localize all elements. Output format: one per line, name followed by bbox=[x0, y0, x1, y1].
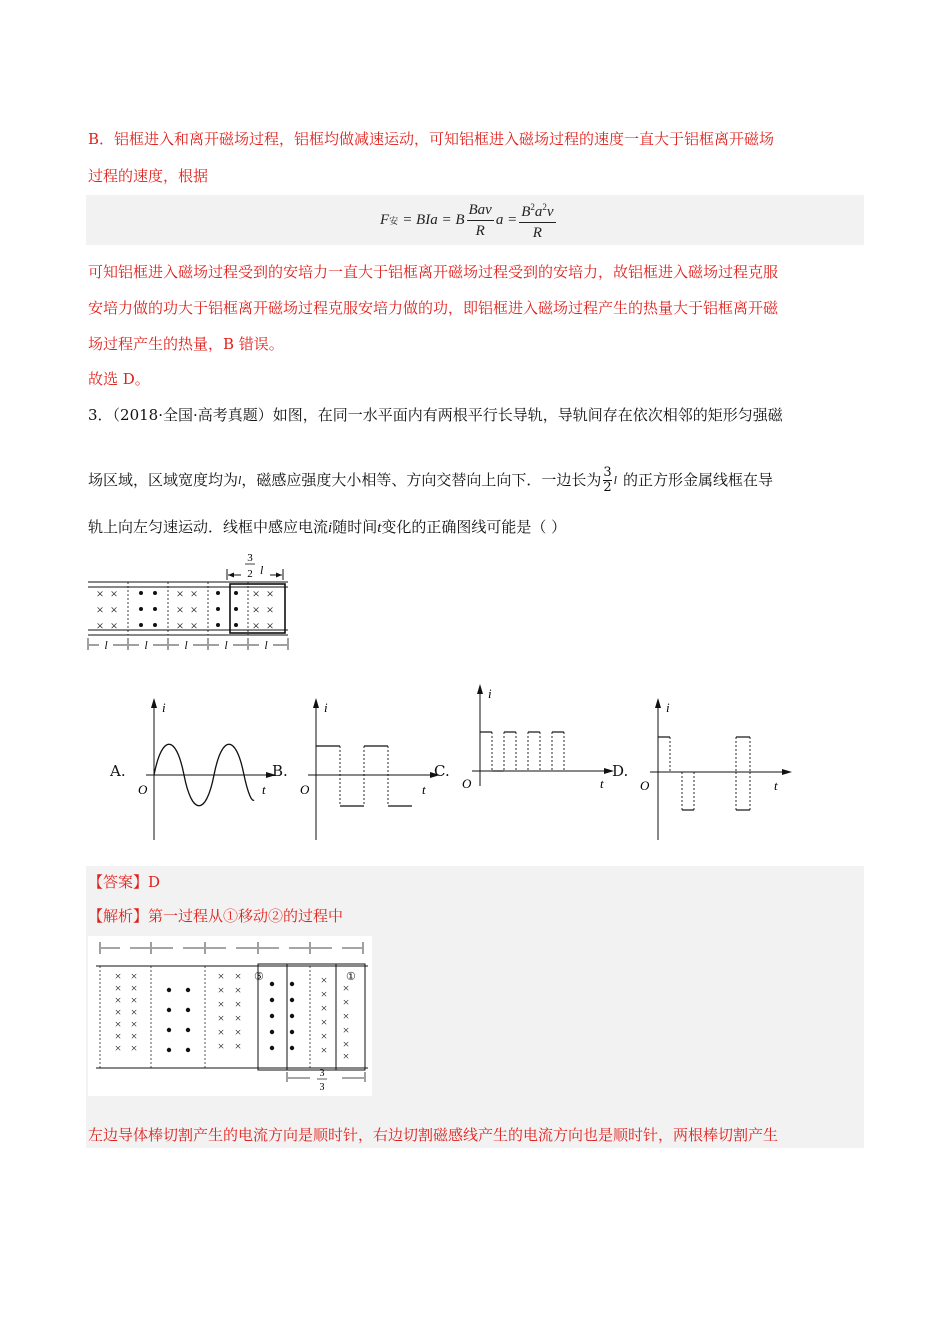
analysis-cross: × bbox=[234, 969, 242, 983]
fig1-cross: × bbox=[266, 586, 274, 601]
analysis-cross: × bbox=[320, 1029, 328, 1043]
conclusion-line3: 场过程产生的热量，B 错误。 bbox=[88, 335, 284, 353]
fig1-cross: × bbox=[190, 586, 198, 601]
analysis-tag: 【解析】 bbox=[88, 907, 149, 925]
analysis-figure bbox=[88, 936, 372, 1096]
question3-line2-a: 场区域，区域宽度均为 bbox=[88, 471, 239, 489]
analysis-cross: × bbox=[234, 1039, 242, 1053]
formula-part1: = BIa = B bbox=[402, 211, 465, 228]
analysis-cross: × bbox=[342, 1037, 350, 1051]
fig1-cross: × bbox=[266, 618, 274, 633]
option-b-graph bbox=[290, 690, 440, 850]
analysis-cross: × bbox=[217, 997, 225, 1011]
analysis-cross: × bbox=[217, 969, 225, 983]
option-c-origin: O bbox=[462, 776, 472, 791]
analysis-cross: × bbox=[114, 993, 122, 1007]
question3-line3-c: 变化的正确图线可能是（ ） bbox=[381, 518, 567, 536]
answer-value: D bbox=[148, 873, 161, 891]
fig1-width-var: l bbox=[260, 563, 264, 577]
question3-var-l: l bbox=[238, 473, 242, 487]
fig1-region-label: l bbox=[224, 638, 228, 652]
analysis-cross: × bbox=[320, 973, 328, 987]
question3-var-l2: l bbox=[613, 473, 617, 487]
conclusion-line4: 故选 D。 bbox=[88, 370, 150, 388]
formula-frac2 bbox=[519, 197, 555, 243]
question3-line3-a: 轨上向左匀速运动．线框中感应电流 bbox=[88, 518, 329, 536]
question3-var-i: i bbox=[328, 520, 333, 536]
analysis-cross: × bbox=[320, 1001, 328, 1015]
option-c-label: C. bbox=[434, 762, 450, 780]
fig1-cross: × bbox=[176, 618, 184, 633]
conclusion-line1: 可知铝框进入磁场过程受到的安培力一直大于铝框离开磁场过程受到的安培力，故铝框进入磁场过程克服 bbox=[88, 263, 779, 281]
option-a-graph bbox=[126, 690, 276, 850]
formula-frac2-den: R bbox=[532, 225, 542, 241]
fig1-cross: × bbox=[266, 602, 274, 617]
analysis-cross: × bbox=[320, 1043, 328, 1057]
analysis-cross: × bbox=[234, 997, 242, 1011]
analysis-last-line: 左边导体棒切割产生的电流方向是顺时针，右边切割磁感线产生的电流方向也是顺时针，两根棒切割产生 bbox=[88, 1126, 779, 1144]
question3-line2-b: ，磁感应强度大小相等、方向交替向上向下．一边长为 bbox=[241, 471, 602, 489]
question3-var-t: t bbox=[377, 520, 382, 536]
formula-frac1 bbox=[467, 200, 494, 241]
fig1-cross: × bbox=[96, 602, 104, 617]
formula-part2: a = bbox=[495, 211, 518, 228]
fig1-cross: × bbox=[190, 602, 198, 617]
analysis-cross: × bbox=[130, 981, 138, 995]
option-c-graph bbox=[454, 676, 614, 796]
analysis-cross: × bbox=[114, 981, 122, 995]
analysis-cross: × bbox=[130, 969, 138, 983]
fig1-region-label: l bbox=[184, 638, 188, 652]
analysis-cross: × bbox=[234, 983, 242, 997]
option-d-axis-i: i bbox=[666, 700, 670, 715]
rails-figure bbox=[84, 546, 294, 658]
analysis-fig-mark-left: ⑤ bbox=[254, 971, 264, 983]
analysis-fig-mark-right: ① bbox=[346, 971, 356, 983]
fig1-cross: × bbox=[252, 586, 260, 601]
analysis-cross: × bbox=[320, 987, 328, 1001]
analysis-cross: × bbox=[342, 1049, 350, 1063]
question3-frac-num: 3 bbox=[603, 464, 612, 480]
question3-line2-c: 的正方形金属线框在导 bbox=[623, 471, 774, 489]
analysis-cross: × bbox=[114, 1041, 122, 1055]
fig1-cross: × bbox=[110, 618, 118, 633]
answer-tag: 【答案】 bbox=[88, 873, 149, 891]
fig1-cross: × bbox=[252, 602, 260, 617]
fig1-width-num: 3 bbox=[247, 552, 253, 564]
question3-frac-den: 2 bbox=[603, 479, 612, 495]
question3-line3 bbox=[88, 516, 566, 539]
formula-f-symbol: F bbox=[380, 211, 390, 228]
fig1-cross: × bbox=[96, 586, 104, 601]
analysis-cross: × bbox=[217, 983, 225, 997]
question3-line1: 3．（2018·全国·高考真题）如图，在同一水平面内有两根平行长导轨，导轨间存在依次相邻的矩形匀强磁 bbox=[88, 406, 783, 424]
analysis-fig-width-num: 3 bbox=[319, 1068, 325, 1079]
option-a-label: A. bbox=[110, 762, 126, 780]
analysis-cross: × bbox=[234, 1011, 242, 1025]
analysis-cross: × bbox=[342, 1009, 350, 1023]
formula-frac1-num: Bav bbox=[467, 200, 494, 221]
analysis-cross: × bbox=[342, 981, 350, 995]
option-d-origin: O bbox=[640, 778, 650, 793]
conclusion-line2: 安培力做的功大于铝框离开磁场过程克服安培力做的功，即铝框进入磁场过程产生的热量大于铝框离开磁 bbox=[88, 299, 779, 317]
option-b-axis-t: t bbox=[422, 782, 426, 797]
fig1-region-label: l bbox=[104, 638, 108, 652]
answer-line bbox=[88, 871, 160, 893]
question3-frac bbox=[603, 466, 611, 495]
analysis-cross: × bbox=[342, 1023, 350, 1037]
analysis-fig-width-den: 3 bbox=[319, 1082, 325, 1093]
analysis-cross: × bbox=[217, 1039, 225, 1053]
option-a-origin: O bbox=[138, 782, 148, 797]
option-d-label: D. bbox=[612, 762, 629, 780]
option-a-axis-i: i bbox=[162, 700, 166, 715]
question3-line3-b: 随时间 bbox=[332, 518, 378, 536]
option-c-axis-i: i bbox=[488, 686, 492, 701]
formula-a-exp: 2 bbox=[542, 202, 547, 212]
analysis-cross: × bbox=[130, 1005, 138, 1019]
explanation-b-line1: B．铝框进入和离开磁场过程，铝框均做减速运动，可知铝框进入磁场过程的速度一直大于铝框离开磁场 bbox=[88, 130, 775, 148]
fig1-cross: × bbox=[110, 602, 118, 617]
analysis-cross: × bbox=[114, 1005, 122, 1019]
fig1-cross: × bbox=[110, 586, 118, 601]
analysis-cross: × bbox=[342, 995, 350, 1009]
formula-f-sub: 安 bbox=[389, 215, 399, 226]
option-b-label: B. bbox=[272, 762, 288, 780]
ampere-force-formula bbox=[380, 198, 558, 242]
analysis-cross: × bbox=[114, 1029, 122, 1043]
fig1-region-label: l bbox=[144, 638, 148, 652]
analysis-text: 第一过程从①移动②的过程中 bbox=[148, 907, 344, 925]
analysis-line bbox=[88, 905, 343, 927]
analysis-cross: × bbox=[217, 1025, 225, 1039]
option-b-origin: O bbox=[300, 782, 310, 797]
fig1-cross: × bbox=[96, 618, 104, 633]
option-b-axis-i: i bbox=[324, 700, 328, 715]
question3-line2 bbox=[88, 460, 773, 500]
analysis-cross: × bbox=[130, 1017, 138, 1031]
formula-b: B bbox=[521, 204, 531, 220]
formula-a: a bbox=[534, 204, 543, 220]
analysis-cross: × bbox=[130, 1029, 138, 1043]
fig1-width-den: 2 bbox=[247, 568, 253, 580]
analysis-cross: × bbox=[320, 1015, 328, 1029]
formula-frac2-num bbox=[519, 197, 555, 223]
analysis-cross: × bbox=[114, 969, 122, 983]
fig1-cross: × bbox=[252, 618, 260, 633]
formula-v: v bbox=[546, 204, 554, 220]
analysis-cross: × bbox=[234, 1025, 242, 1039]
option-d-axis-t: t bbox=[774, 778, 778, 793]
explanation-b-line2: 过程的速度，根据 bbox=[88, 167, 209, 185]
formula-frac1-den: R bbox=[475, 222, 485, 239]
option-d-graph bbox=[632, 690, 792, 850]
fig1-region-label: l bbox=[264, 638, 268, 652]
fig1-cross: × bbox=[190, 618, 198, 633]
analysis-cross: × bbox=[114, 1017, 122, 1031]
analysis-cross: × bbox=[130, 1041, 138, 1055]
formula-b-exp: 2 bbox=[530, 202, 535, 212]
option-a-axis-t: t bbox=[262, 782, 266, 797]
analysis-cross: × bbox=[217, 1011, 225, 1025]
option-c-axis-t: t bbox=[600, 776, 604, 791]
analysis-cross: × bbox=[130, 993, 138, 1007]
fig1-cross: × bbox=[176, 586, 184, 601]
fig1-cross: × bbox=[176, 602, 184, 617]
